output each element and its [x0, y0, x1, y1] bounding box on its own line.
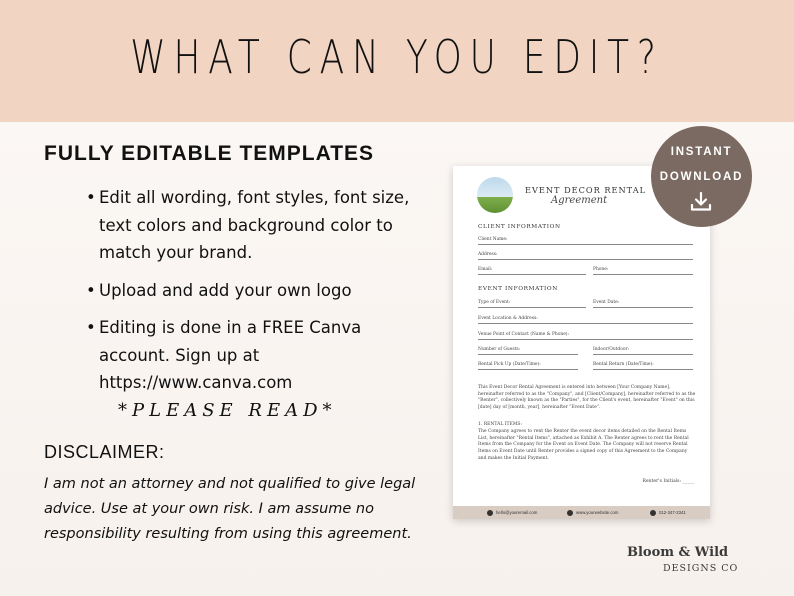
globe-icon: [567, 510, 573, 516]
brand-tagline: DESIGNS CO: [663, 563, 739, 574]
footer-phone: 012-347-2341: [659, 510, 686, 516]
document-footer: [453, 506, 710, 519]
list-item: • Upload and add your own logo: [86, 277, 416, 305]
rental-paragraph: The Company agrees to rent the Renter the event decor items detailed on the Rental Items List, hereinafter "Rental Items", attached as Exhibit A. The Renter agrees to rent the Rental Items from the Company for the Event on Event Date. The Company will not reserve Rental Items on Event Date until Renter provides a signed copy of this Agreement to the Company and makes the Initial Payment.: [478, 429, 689, 461]
page-title: WHAT CAN YOU EDIT?: [130, 30, 664, 84]
address-field: Address:: [478, 252, 693, 260]
initials-line: Renter's Initials: _____: [642, 479, 694, 484]
phone-field: Phone:: [593, 267, 693, 275]
client-name-field: Client Name:: [478, 237, 693, 245]
instant-download-badge: [651, 126, 752, 227]
badge-line-2: DOWNLOAD: [659, 171, 744, 183]
pickup-field: Rental Pick Up (Date/Time):: [478, 362, 578, 370]
document-title: EVENT DECOR RENTAL: [525, 185, 647, 195]
client-section-heading: CLIENT INFORMATION: [478, 224, 561, 230]
guests-field: Number of Guests:: [478, 347, 578, 355]
event-section-heading: EVENT INFORMATION: [478, 286, 558, 292]
email-field: Email:: [478, 267, 586, 275]
please-read-note: *PLEASE READ*: [118, 400, 337, 421]
footer-email: hello@youremail.com: [496, 510, 538, 516]
event-type-field: Type of Event:: [478, 300, 586, 308]
document-subtitle: Agreement: [551, 195, 608, 206]
section-heading: FULLY EDITABLE TEMPLATES: [44, 142, 375, 165]
list-item: • Editing is done in a FREE Canva account. Sign up at https://www.canva.com: [86, 314, 416, 397]
disclaimer-text: I am not an attorney and not qualified to give legal advice. Use at your own risk. I am assume no responsibility resulting from using this agreement.: [44, 476, 416, 542]
rental-heading: 1. RENTAL ITEMS:: [478, 422, 523, 427]
event-location-field: Event Location & Address:: [478, 316, 693, 324]
return-field: Rental Return (Date/Time):: [593, 362, 693, 370]
footer-website: www.yourwebsite.com: [576, 510, 619, 516]
phone-icon: [650, 510, 656, 516]
disclaimer-title: DISCLAIMER:: [44, 442, 165, 462]
indoor-outdoor-field: Indoor/Outdoor:: [593, 347, 693, 355]
template-preview: [453, 166, 710, 519]
header-banner: [0, 0, 794, 122]
intro-paragraph: This Event Decor Rental Agreement is entered into between [Your Company Name], hereinafter referred to as the "Company", and [Client/Company], hereinafter referred to as the "Renter", collectively known as the "Parties", for the Client's event, hereinafter "Event" on this [date] day of [month, year], hereinafter "Event Date".: [478, 385, 696, 411]
list-item: • Edit all wording, font styles, font size, text colors and background color to match your brand.: [86, 184, 416, 267]
brand-logo: Bloom & Wild: [627, 545, 729, 560]
download-icon: [689, 191, 713, 213]
email-icon: [487, 510, 493, 516]
venue-contact-field: Venue Point of Contact (Name & Phone):: [478, 332, 693, 340]
badge-line-1: INSTANT: [670, 146, 733, 158]
event-date-field: Event Date:: [593, 300, 693, 308]
feature-list: [86, 184, 416, 407]
logo-placeholder-image: [477, 177, 513, 213]
